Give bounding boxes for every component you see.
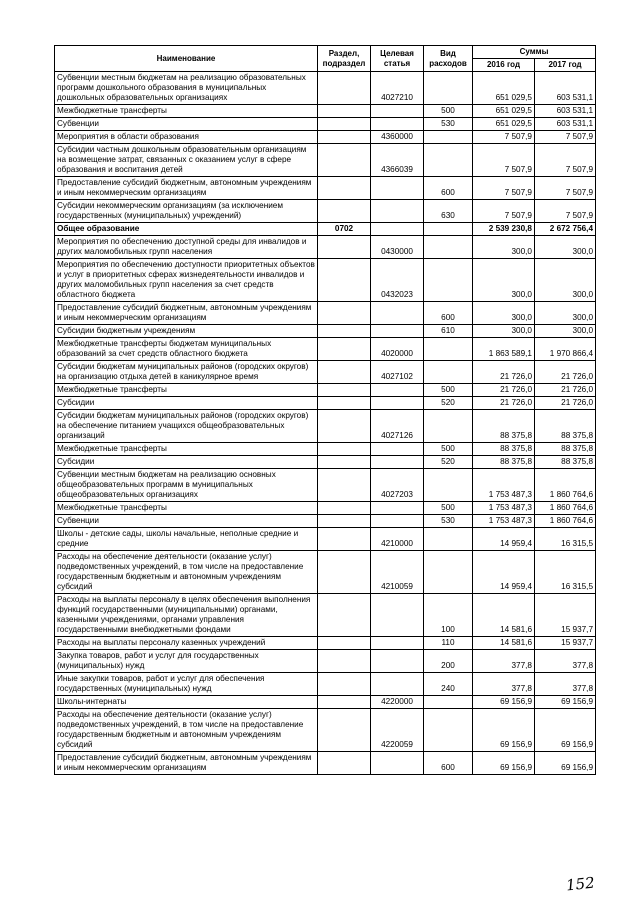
row-razdel bbox=[318, 637, 371, 650]
row-name: Субсидии бюджетам муниципальных районов (городских округов) на обеспечение питанием учащихся общеобразовательных организаций bbox=[55, 410, 318, 443]
row-razdel bbox=[318, 469, 371, 502]
row-celevaya bbox=[371, 177, 424, 200]
row-name: Общее образование bbox=[55, 223, 318, 236]
row-sum-2017: 21 726,0 bbox=[535, 397, 596, 410]
row-sum-2017: 88 375,8 bbox=[535, 410, 596, 443]
row-sum-2016: 88 375,8 bbox=[473, 456, 535, 469]
row-sum-2016: 377,8 bbox=[473, 650, 535, 673]
row-name: Субсидии bbox=[55, 456, 318, 469]
table-row bbox=[55, 650, 596, 673]
table-row bbox=[55, 118, 596, 131]
table-header bbox=[55, 46, 596, 72]
row-sum-2016: 300,0 bbox=[473, 302, 535, 325]
row-name: Школы-интернаты bbox=[55, 696, 318, 709]
row-razdel bbox=[318, 72, 371, 105]
row-razdel bbox=[318, 325, 371, 338]
row-celevaya: 4020000 bbox=[371, 338, 424, 361]
header-vid: Вид расходов bbox=[424, 46, 473, 72]
row-sum-2016: 69 156,9 bbox=[473, 709, 535, 752]
table-row bbox=[55, 637, 596, 650]
row-sum-2016: 14 581,6 bbox=[473, 637, 535, 650]
table-row bbox=[55, 223, 596, 236]
row-celevaya: 4027126 bbox=[371, 410, 424, 443]
row-celevaya bbox=[371, 118, 424, 131]
row-sum-2016: 69 156,9 bbox=[473, 696, 535, 709]
row-sum-2017: 1 860 764,6 bbox=[535, 502, 596, 515]
row-celevaya: 0430000 bbox=[371, 236, 424, 259]
table-row bbox=[55, 673, 596, 696]
table-row bbox=[55, 397, 596, 410]
row-vid bbox=[424, 469, 473, 502]
header-summy: Суммы bbox=[473, 46, 596, 59]
row-razdel bbox=[318, 443, 371, 456]
row-sum-2017: 15 937,7 bbox=[535, 594, 596, 637]
row-sum-2017: 300,0 bbox=[535, 302, 596, 325]
row-sum-2016: 1 753 487,3 bbox=[473, 469, 535, 502]
row-sum-2016: 1 753 487,3 bbox=[473, 502, 535, 515]
row-name: Расходы на выплаты персоналу в целях обеспечения выполнения функций государственными (муниципальными) органами, казенными учреждениями, органами управления государственными внебюджетными фондами bbox=[55, 594, 318, 637]
row-celevaya bbox=[371, 443, 424, 456]
row-celevaya: 4360000 bbox=[371, 131, 424, 144]
row-vid: 600 bbox=[424, 177, 473, 200]
table-row bbox=[55, 200, 596, 223]
row-sum-2016: 651 029,5 bbox=[473, 118, 535, 131]
row-name: Расходы на обеспечение деятельности (оказание услуг) подведомственных учреждений, в том числе на предоставление государственным бюджетным и автономным учреждениям субсидий bbox=[55, 709, 318, 752]
table-row bbox=[55, 502, 596, 515]
row-sum-2017: 16 315,5 bbox=[535, 528, 596, 551]
table-row bbox=[55, 361, 596, 384]
table-row bbox=[55, 456, 596, 469]
row-razdel bbox=[318, 752, 371, 775]
row-sum-2016: 14 959,4 bbox=[473, 551, 535, 594]
table-row bbox=[55, 72, 596, 105]
row-sum-2017: 16 315,5 bbox=[535, 551, 596, 594]
row-name: Субсидии некоммерческим организациям (за исключением государственных (муниципальных) учреждений) bbox=[55, 200, 318, 223]
row-sum-2016: 7 507,9 bbox=[473, 144, 535, 177]
row-vid: 610 bbox=[424, 325, 473, 338]
row-vid bbox=[424, 551, 473, 594]
row-name: Межбюджетные трансферты бюджетам муниципальных образований за счет средств областного бюджета bbox=[55, 338, 318, 361]
row-sum-2017: 300,0 bbox=[535, 259, 596, 302]
row-celevaya: 4027102 bbox=[371, 361, 424, 384]
header-razdel: Раздел, подраздел bbox=[318, 46, 371, 72]
row-celevaya bbox=[371, 200, 424, 223]
row-razdel bbox=[318, 709, 371, 752]
row-sum-2017: 2 672 756,4 bbox=[535, 223, 596, 236]
row-celevaya bbox=[371, 397, 424, 410]
header-celevaya: Целевая статья bbox=[371, 46, 424, 72]
row-vid bbox=[424, 338, 473, 361]
row-celevaya bbox=[371, 325, 424, 338]
row-sum-2017: 21 726,0 bbox=[535, 384, 596, 397]
row-celevaya bbox=[371, 515, 424, 528]
row-razdel bbox=[318, 259, 371, 302]
row-razdel bbox=[318, 456, 371, 469]
row-name: Мероприятия в области образования bbox=[55, 131, 318, 144]
table-row bbox=[55, 259, 596, 302]
row-vid: 110 bbox=[424, 637, 473, 650]
row-sum-2016: 377,8 bbox=[473, 673, 535, 696]
table-row bbox=[55, 236, 596, 259]
row-sum-2016: 300,0 bbox=[473, 236, 535, 259]
row-name: Субвенции bbox=[55, 118, 318, 131]
row-vid: 500 bbox=[424, 105, 473, 118]
row-celevaya bbox=[371, 456, 424, 469]
table-row bbox=[55, 528, 596, 551]
row-sum-2017: 88 375,8 bbox=[535, 443, 596, 456]
row-sum-2017: 7 507,9 bbox=[535, 131, 596, 144]
row-name: Межбюджетные трансферты bbox=[55, 105, 318, 118]
row-razdel bbox=[318, 384, 371, 397]
header-name: Наименование bbox=[55, 46, 318, 72]
row-vid bbox=[424, 223, 473, 236]
row-razdel bbox=[318, 397, 371, 410]
row-vid bbox=[424, 131, 473, 144]
row-celevaya bbox=[371, 673, 424, 696]
row-celevaya: 4210059 bbox=[371, 551, 424, 594]
row-name: Предоставление субсидий бюджетным, автономным учреждениям и иным некоммерческим организациям bbox=[55, 302, 318, 325]
row-razdel: 0702 bbox=[318, 223, 371, 236]
row-celevaya bbox=[371, 105, 424, 118]
row-celevaya bbox=[371, 594, 424, 637]
row-sum-2017: 300,0 bbox=[535, 236, 596, 259]
row-name: Предоставление субсидий бюджетным, автономным учреждениям и иным некоммерческим организациям bbox=[55, 752, 318, 775]
row-name: Межбюджетные трансферты bbox=[55, 443, 318, 456]
row-celevaya: 4027210 bbox=[371, 72, 424, 105]
row-sum-2016: 651 029,5 bbox=[473, 105, 535, 118]
row-celevaya: 4027203 bbox=[371, 469, 424, 502]
row-name: Субсидии бюджетным учреждениям bbox=[55, 325, 318, 338]
row-vid: 520 bbox=[424, 456, 473, 469]
row-razdel bbox=[318, 361, 371, 384]
table-row bbox=[55, 144, 596, 177]
row-razdel bbox=[318, 515, 371, 528]
row-sum-2017: 69 156,9 bbox=[535, 709, 596, 752]
row-sum-2017: 377,8 bbox=[535, 650, 596, 673]
row-razdel bbox=[318, 696, 371, 709]
row-sum-2017: 88 375,8 bbox=[535, 456, 596, 469]
row-razdel bbox=[318, 673, 371, 696]
table-row bbox=[55, 325, 596, 338]
row-vid: 100 bbox=[424, 594, 473, 637]
row-name: Школы - детские сады, школы начальные, неполные средние и средние bbox=[55, 528, 318, 551]
table-row bbox=[55, 131, 596, 144]
row-razdel bbox=[318, 118, 371, 131]
row-sum-2017: 21 726,0 bbox=[535, 361, 596, 384]
row-sum-2017: 7 507,9 bbox=[535, 200, 596, 223]
row-vid bbox=[424, 361, 473, 384]
row-sum-2016: 14 959,4 bbox=[473, 528, 535, 551]
row-razdel bbox=[318, 502, 371, 515]
row-sum-2017: 69 156,9 bbox=[535, 696, 596, 709]
row-sum-2017: 1 860 764,6 bbox=[535, 515, 596, 528]
row-celevaya: 4210000 bbox=[371, 528, 424, 551]
row-razdel bbox=[318, 302, 371, 325]
row-vid bbox=[424, 709, 473, 752]
row-vid bbox=[424, 410, 473, 443]
row-vid: 500 bbox=[424, 384, 473, 397]
row-razdel bbox=[318, 551, 371, 594]
row-vid bbox=[424, 259, 473, 302]
row-sum-2016: 7 507,9 bbox=[473, 200, 535, 223]
row-celevaya bbox=[371, 650, 424, 673]
row-name: Закупка товаров, работ и услуг для государственных (муниципальных) нужд bbox=[55, 650, 318, 673]
table-row bbox=[55, 752, 596, 775]
table-row bbox=[55, 469, 596, 502]
row-vid bbox=[424, 528, 473, 551]
row-sum-2016: 651 029,5 bbox=[473, 72, 535, 105]
row-vid: 630 bbox=[424, 200, 473, 223]
row-sum-2017: 15 937,7 bbox=[535, 637, 596, 650]
row-razdel bbox=[318, 200, 371, 223]
table-row bbox=[55, 515, 596, 528]
row-name: Мероприятия по обеспечению доступности приоритетных объектов и услуг в приоритетных сферах жизнедеятельности инвалидов и других маломобильных групп населения за счет средств областного бюджета bbox=[55, 259, 318, 302]
row-sum-2016: 7 507,9 bbox=[473, 177, 535, 200]
header-year-2017: 2017 год bbox=[535, 59, 596, 72]
row-razdel bbox=[318, 177, 371, 200]
table-row bbox=[55, 709, 596, 752]
table-row bbox=[55, 384, 596, 397]
row-celevaya: 4220000 bbox=[371, 696, 424, 709]
row-vid: 200 bbox=[424, 650, 473, 673]
table-row bbox=[55, 443, 596, 456]
row-celevaya: 4220059 bbox=[371, 709, 424, 752]
row-vid: 500 bbox=[424, 443, 473, 456]
row-razdel bbox=[318, 144, 371, 177]
row-sum-2016: 88 375,8 bbox=[473, 443, 535, 456]
row-vid: 500 bbox=[424, 502, 473, 515]
table-row bbox=[55, 551, 596, 594]
row-vid: 530 bbox=[424, 515, 473, 528]
row-name: Расходы на обеспечение деятельности (оказание услуг) подведомственных учреждений, в том числе на предоставление государственным бюджетным и автономным учреждениям субсидий bbox=[55, 551, 318, 594]
row-sum-2016: 69 156,9 bbox=[473, 752, 535, 775]
row-sum-2016: 300,0 bbox=[473, 259, 535, 302]
row-sum-2017: 7 507,9 bbox=[535, 177, 596, 200]
row-name: Субсидии частным дошкольным образовательным организациям на возмещение затрат, связанных с оказанием услуг в сфере образования и воспитания детей bbox=[55, 144, 318, 177]
row-name: Субсидии бюджетам муниципальных районов (городских округов) на организацию отдыха детей в каникулярное время bbox=[55, 361, 318, 384]
row-name: Субвенции местным бюджетам на реализацию основных общеобразовательных программ в муниципальных общеобразовательных организациях bbox=[55, 469, 318, 502]
row-vid: 530 bbox=[424, 118, 473, 131]
row-sum-2017: 377,8 bbox=[535, 673, 596, 696]
row-razdel bbox=[318, 105, 371, 118]
row-celevaya: 0432023 bbox=[371, 259, 424, 302]
row-razdel bbox=[318, 594, 371, 637]
row-sum-2017: 69 156,9 bbox=[535, 752, 596, 775]
row-celevaya bbox=[371, 384, 424, 397]
row-name: Иные закупки товаров, работ и услуг для обеспечения государственных (муниципальных) нужд bbox=[55, 673, 318, 696]
table-row bbox=[55, 410, 596, 443]
budget-table bbox=[54, 45, 596, 775]
row-sum-2016: 14 581,6 bbox=[473, 594, 535, 637]
row-razdel bbox=[318, 338, 371, 361]
row-name: Межбюджетные трансферты bbox=[55, 502, 318, 515]
row-sum-2017: 603 531,1 bbox=[535, 72, 596, 105]
row-razdel bbox=[318, 528, 371, 551]
row-celevaya bbox=[371, 502, 424, 515]
row-name: Субвенции местным бюджетам на реализацию образовательных программ дошкольного образования в муниципальных дошкольных образовательных организациях bbox=[55, 72, 318, 105]
row-sum-2016: 1 753 487,3 bbox=[473, 515, 535, 528]
row-sum-2017: 7 507,9 bbox=[535, 144, 596, 177]
header-year-2016: 2016 год bbox=[473, 59, 535, 72]
table-body bbox=[55, 72, 596, 775]
row-sum-2016: 1 863 589,1 bbox=[473, 338, 535, 361]
row-celevaya bbox=[371, 302, 424, 325]
table-row bbox=[55, 696, 596, 709]
row-sum-2016: 7 507,9 bbox=[473, 131, 535, 144]
table-row bbox=[55, 338, 596, 361]
row-name: Мероприятия по обеспечению доступной среды для инвалидов и других маломобильных групп населения bbox=[55, 236, 318, 259]
table-row bbox=[55, 302, 596, 325]
row-razdel bbox=[318, 650, 371, 673]
row-vid bbox=[424, 696, 473, 709]
table-row bbox=[55, 594, 596, 637]
row-sum-2016: 300,0 bbox=[473, 325, 535, 338]
row-sum-2017: 300,0 bbox=[535, 325, 596, 338]
row-sum-2017: 603 531,1 bbox=[535, 105, 596, 118]
row-sum-2016: 21 726,0 bbox=[473, 397, 535, 410]
row-sum-2017: 603 531,1 bbox=[535, 118, 596, 131]
row-name: Расходы на выплаты персоналу казенных учреждений bbox=[55, 637, 318, 650]
row-sum-2016: 21 726,0 bbox=[473, 384, 535, 397]
row-sum-2017: 1 860 764,6 bbox=[535, 469, 596, 502]
row-vid: 600 bbox=[424, 302, 473, 325]
row-vid: 240 bbox=[424, 673, 473, 696]
table-row bbox=[55, 177, 596, 200]
row-sum-2016: 2 539 230,8 bbox=[473, 223, 535, 236]
row-celevaya: 4366039 bbox=[371, 144, 424, 177]
row-razdel bbox=[318, 410, 371, 443]
page-number: 152 bbox=[565, 873, 596, 895]
row-name: Субвенции bbox=[55, 515, 318, 528]
row-celevaya bbox=[371, 752, 424, 775]
row-name: Межбюджетные трансферты bbox=[55, 384, 318, 397]
row-vid: 600 bbox=[424, 752, 473, 775]
row-vid bbox=[424, 72, 473, 105]
row-sum-2016: 21 726,0 bbox=[473, 361, 535, 384]
row-razdel bbox=[318, 131, 371, 144]
row-name: Субсидии bbox=[55, 397, 318, 410]
row-razdel bbox=[318, 236, 371, 259]
row-vid: 520 bbox=[424, 397, 473, 410]
row-sum-2017: 1 970 866,4 bbox=[535, 338, 596, 361]
row-celevaya bbox=[371, 637, 424, 650]
row-vid bbox=[424, 144, 473, 177]
row-celevaya bbox=[371, 223, 424, 236]
row-name: Предоставление субсидий бюджетным, автономным учреждениям и иным некоммерческим организациям bbox=[55, 177, 318, 200]
table-row bbox=[55, 105, 596, 118]
row-sum-2016: 88 375,8 bbox=[473, 410, 535, 443]
row-vid bbox=[424, 236, 473, 259]
